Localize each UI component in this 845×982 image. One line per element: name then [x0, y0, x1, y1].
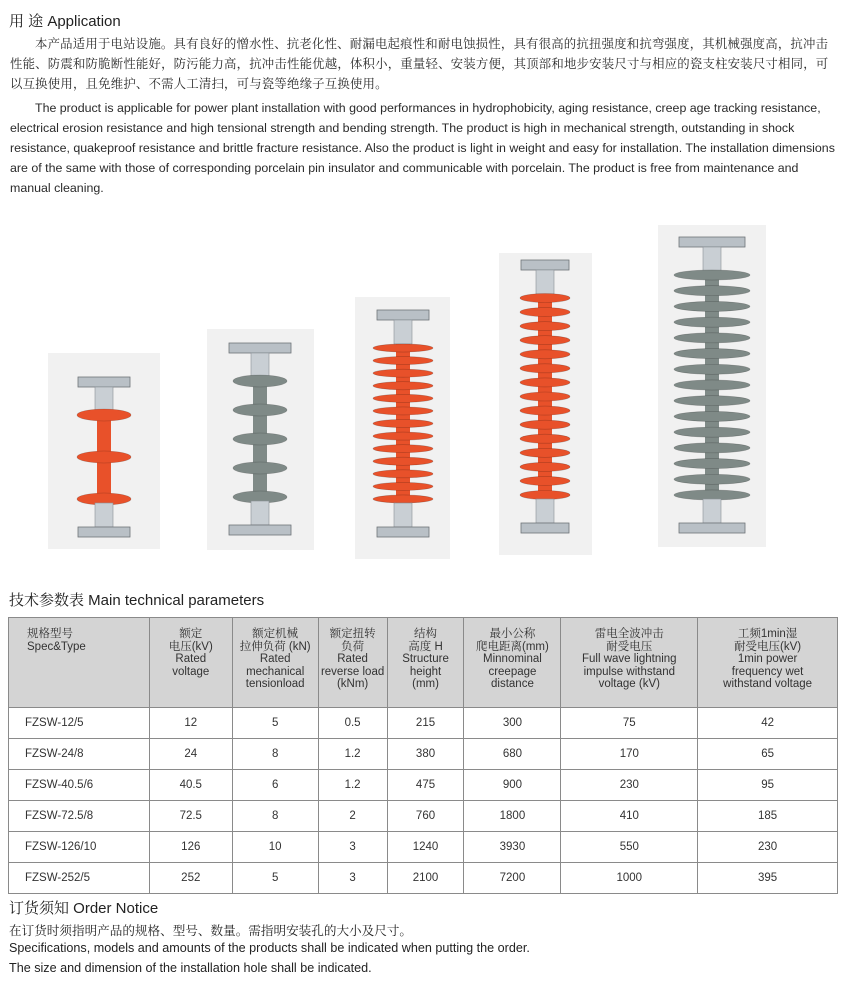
- top-flange: [377, 310, 429, 320]
- insulator-shed: [674, 411, 750, 421]
- table-cell: 2: [318, 801, 387, 832]
- header-line: impulse withstand: [583, 665, 675, 678]
- order-line-zh: 在订货时须指明产品的规格、型号、数量。需指明安装孔的大小及尺寸。: [9, 924, 412, 938]
- header-line: 结构: [414, 628, 438, 640]
- application-paragraph-zh: 本产品适用于电站设施。具有良好的憎水性、抗老化性、耐漏电起痕性和耐电蚀损性，具有很高的抗扭强度和抗弯强度，其机械强度高，抗冲击性能、防震和防脆断性能好，防污能力高，抗冲击性能优越，体积小，重量轻、安装方便，其顶部和地步安装尺寸与相应的瓷支柱安装尺寸相同，可以互换使用，且免维护、不需人工清扫，可与瓷等绝缘子互换使用。: [10, 37, 829, 91]
- insulator-shed: [373, 457, 433, 465]
- table-cell: 410: [561, 801, 698, 832]
- insulator-shed: [674, 286, 750, 296]
- bottom-flange: [229, 525, 291, 535]
- insulator-shed: [520, 392, 570, 401]
- bottom-fitting: [95, 503, 113, 527]
- top-flange: [679, 237, 745, 247]
- table-cell: 300: [464, 708, 561, 739]
- insulator-shed: [520, 378, 570, 387]
- insulator-shed: [520, 406, 570, 415]
- insulator-shed: [520, 364, 570, 373]
- insulator-shed: [520, 308, 570, 317]
- top-fitting: [251, 353, 269, 377]
- table-cell: 230: [698, 832, 838, 863]
- table-header-0: [9, 618, 150, 708]
- top-fitting: [536, 270, 554, 294]
- header-line: 1min power: [737, 653, 798, 665]
- header-line: 拉伸负荷 (kN): [239, 640, 311, 653]
- product-photos: [0, 215, 845, 575]
- header-line: height: [409, 665, 442, 678]
- header-line: Spec&Type: [27, 640, 86, 653]
- order-line-en-1: Specifications, models and amounts of the products shall be indicated when putting the order.: [9, 941, 530, 955]
- header-line: Rated: [175, 653, 207, 665]
- table-cell: 8: [232, 739, 318, 770]
- insulator-shed: [373, 344, 433, 352]
- table-header-6: [561, 618, 698, 708]
- header-line: Rated: [337, 653, 368, 665]
- header-line: (mm): [412, 678, 439, 690]
- header-line: Rated: [259, 653, 291, 665]
- top-flange: [521, 260, 569, 270]
- table-cell: 1.2: [318, 770, 387, 801]
- table-header-4: [387, 618, 464, 708]
- insulator-shed: [233, 433, 287, 445]
- insulator-shed: [674, 270, 750, 280]
- table-header-1: [149, 618, 232, 708]
- table-cell: 395: [698, 863, 838, 894]
- params-heading: 技术参数表 Main technical parameters: [9, 592, 265, 609]
- header-line: tensionload: [245, 678, 305, 690]
- table-cell: 6: [232, 770, 318, 801]
- insulator-shed: [674, 443, 750, 453]
- insulator-shed: [373, 369, 433, 377]
- table-cell: 24: [149, 739, 232, 770]
- bottom-fitting: [251, 501, 269, 525]
- table-cell: FZSW-24/8: [9, 739, 150, 770]
- table-cell: 550: [561, 832, 698, 863]
- table-cell: 2100: [387, 863, 464, 894]
- header-line: 爬电距离(mm): [476, 640, 549, 653]
- bottom-flange: [679, 523, 745, 533]
- table-cell: 5: [232, 708, 318, 739]
- insulator-shed: [373, 357, 433, 365]
- insulator-shed: [674, 349, 750, 359]
- insulator-shed: [674, 474, 750, 484]
- table-cell: FZSW-12/5: [9, 708, 150, 739]
- bottom-flange: [377, 527, 429, 537]
- application-heading: 用 途 Application: [9, 13, 121, 30]
- table-row: [9, 739, 838, 770]
- header-line: Full wave lightning: [581, 653, 677, 665]
- insulator-shed: [77, 451, 131, 463]
- application-paragraph-en: The product is applicable for power plant installation with good performances in hydrophobicity, aging resistance, creep age tracking resistance, electrical erosion resistance and high tensional strength and bending strength. The product is high in mechanical strength, outstanding in shock resistance, quakeproof resistance and brittle fracture resistance. Also the product is light in weight and easy for installation. The installation dimensions are of the same with those of corresponding porcelain pin insulator and communicable with porcelain. The product is free from maintenance and manual cleaning.: [10, 101, 835, 195]
- table-cell: 72.5: [149, 801, 232, 832]
- header-line: 电压(kV): [168, 640, 213, 653]
- table-cell: 170: [561, 739, 698, 770]
- insulator-shed: [233, 404, 287, 416]
- header-line: reverse load: [320, 665, 385, 678]
- header-line: 额定扭转: [329, 628, 376, 640]
- table-header-5: [464, 618, 561, 708]
- table-cell: 75: [561, 708, 698, 739]
- bottom-flange: [78, 527, 130, 537]
- table-cell: 3930: [464, 832, 561, 863]
- table-cell: 3: [318, 863, 387, 894]
- table-row: [9, 863, 838, 894]
- insulator-shed: [520, 350, 570, 359]
- table-cell: 1000: [561, 863, 698, 894]
- header-line: withstand voltage: [723, 678, 813, 690]
- header-line: 负荷: [341, 640, 365, 653]
- insulator-shed: [373, 495, 433, 503]
- table-row: [9, 708, 838, 739]
- table-cell: 8: [232, 801, 318, 832]
- insulator-shed: [373, 394, 433, 402]
- top-fitting: [95, 387, 113, 411]
- insulator-shed: [520, 293, 570, 302]
- header-line: 工频1min湿: [737, 628, 798, 640]
- order-line-en-2: The size and dimension of the installation hole shall be indicated.: [9, 961, 372, 975]
- table-cell: 760: [387, 801, 464, 832]
- top-flange: [78, 377, 130, 387]
- table-cell: 95: [698, 770, 838, 801]
- header-line: 额定机械: [252, 628, 299, 640]
- insulator-shed: [520, 336, 570, 345]
- header-line: 高度 H: [408, 640, 443, 653]
- insulator-shed: [233, 462, 287, 474]
- table-row: [9, 801, 838, 832]
- table-cell: FZSW-40.5/6: [9, 770, 150, 801]
- table-cell: 1240: [387, 832, 464, 863]
- table-cell: FZSW-72.5/8: [9, 801, 150, 832]
- insulator-shed: [520, 490, 570, 499]
- header-line: Minnominal: [483, 653, 542, 665]
- table-cell: 252: [149, 863, 232, 894]
- insulator-shed: [520, 420, 570, 429]
- table-row: [9, 770, 838, 801]
- table-row: [9, 832, 838, 863]
- top-flange: [229, 343, 291, 353]
- insulator-shed: [674, 380, 750, 390]
- insulator-shed: [674, 364, 750, 374]
- header-line: voltage (kV): [598, 678, 660, 690]
- order-heading: 订货须知 Order Notice: [9, 900, 159, 917]
- parameters-table: [8, 617, 838, 894]
- insulator-shed: [373, 419, 433, 427]
- header-line: Structure: [402, 653, 449, 665]
- header-line: 雷电全波冲击: [594, 628, 664, 640]
- insulator-shed: [373, 432, 433, 440]
- insulator-shed: [674, 333, 750, 343]
- bottom-flange: [521, 523, 569, 533]
- table-cell: 680: [464, 739, 561, 770]
- insulator-shed: [373, 445, 433, 453]
- insulator-shed: [520, 476, 570, 485]
- insulator-shed: [520, 448, 570, 457]
- insulator-shed: [77, 409, 131, 421]
- table-cell: 65: [698, 739, 838, 770]
- insulator-shed: [674, 459, 750, 469]
- header-line: creepage: [488, 665, 537, 678]
- table-cell: 380: [387, 739, 464, 770]
- table-cell: 1.2: [318, 739, 387, 770]
- insulator-shed: [520, 462, 570, 471]
- header-line: 耐受电压(kV): [734, 640, 802, 653]
- insulator-shed: [373, 482, 433, 490]
- header-line: frequency wet: [731, 665, 804, 678]
- insulator-shed: [520, 322, 570, 331]
- header-line: mechanical: [246, 665, 305, 678]
- table-header-3: [318, 618, 387, 708]
- table-cell: FZSW-126/10: [9, 832, 150, 863]
- header-line: 规格型号: [27, 628, 73, 640]
- header-line: 最小公称: [489, 628, 536, 640]
- bottom-fitting: [703, 499, 721, 523]
- table-cell: 1800: [464, 801, 561, 832]
- table-cell: FZSW-252/5: [9, 863, 150, 894]
- insulator-shed: [373, 407, 433, 415]
- insulator-shed: [233, 375, 287, 387]
- insulator-shed: [373, 470, 433, 478]
- header-line: voltage: [172, 665, 210, 678]
- insulator-shed: [674, 301, 750, 311]
- header-line: distance: [491, 678, 534, 690]
- table-cell: 900: [464, 770, 561, 801]
- insulator-shed: [520, 434, 570, 443]
- table-cell: 3: [318, 832, 387, 863]
- top-fitting: [703, 247, 721, 271]
- table-cell: 185: [698, 801, 838, 832]
- header-line: 耐受电压: [606, 640, 653, 653]
- table-cell: 215: [387, 708, 464, 739]
- insulator-shed: [674, 317, 750, 327]
- table-header-2: [232, 618, 318, 708]
- table-cell: 42: [698, 708, 838, 739]
- insulator-shed: [674, 396, 750, 406]
- bottom-fitting: [394, 503, 412, 527]
- table-cell: 0.5: [318, 708, 387, 739]
- insulator-shed: [674, 427, 750, 437]
- table-cell: 5: [232, 863, 318, 894]
- table-header-7: [698, 618, 838, 708]
- table-cell: 230: [561, 770, 698, 801]
- table-cell: 12: [149, 708, 232, 739]
- header-line: 额定: [179, 628, 203, 640]
- insulator-shed: [674, 490, 750, 500]
- table-cell: 10: [232, 832, 318, 863]
- table-cell: 475: [387, 770, 464, 801]
- bottom-fitting: [536, 499, 554, 523]
- table-cell: 126: [149, 832, 232, 863]
- table-cell: 40.5: [149, 770, 232, 801]
- top-fitting: [394, 320, 412, 344]
- insulator-shed: [373, 382, 433, 390]
- header-line: (kNm): [336, 678, 369, 690]
- table-cell: 7200: [464, 863, 561, 894]
